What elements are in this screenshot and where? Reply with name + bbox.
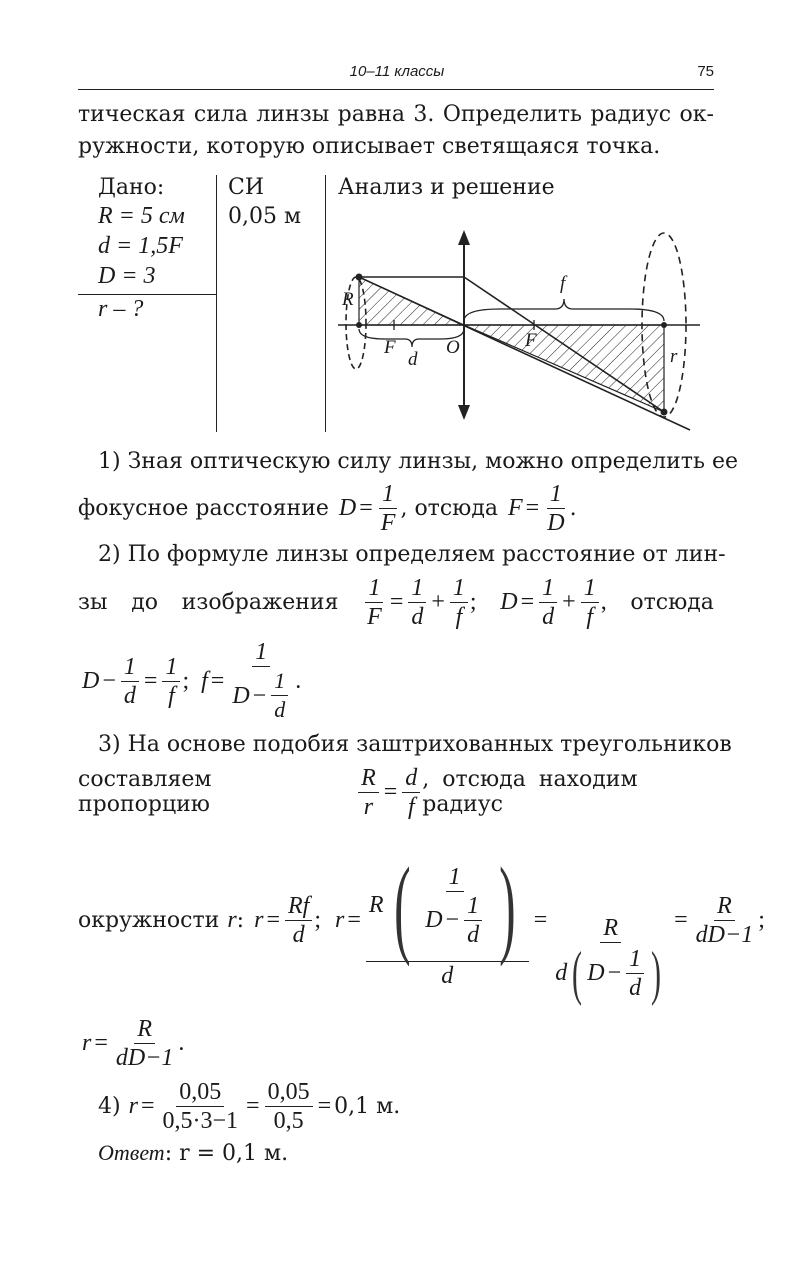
word: равна [337, 102, 405, 127]
power-equation: D = $\frac{1}{d}$ + $\frac{1}{f}$ , [500, 574, 607, 630]
table-divider-2 [325, 175, 326, 432]
step2-line3: D − $\frac{1}{d}$ = $\frac{1}{f}$ ; f = 1 D − $\frac{1}{d}$ . [82, 639, 302, 722]
step3-line2: составляем пропорцию $\frac{R}{r}$ = $\frac{d}{f}$ , отсюда находим радиус [78, 762, 714, 822]
intro-line-1 [78, 101, 714, 129]
fraction: $\frac{1}{F}$ [380, 480, 396, 536]
label-O: O [446, 337, 460, 358]
image-foot-icon [661, 322, 667, 328]
label-F-left: F [384, 337, 396, 358]
word: отсюда [630, 589, 714, 615]
text: , отсюда [400, 495, 498, 521]
lens-arrow-top-icon [458, 230, 470, 245]
step3-final: r = $\frac{R}{dD-1}$ . [82, 1015, 185, 1071]
given-D: D = 3 [98, 263, 156, 289]
table-divider-1 [216, 175, 217, 432]
step1-line1: 1) Зная оптическую силу линзы, можно определить ее [98, 449, 738, 474]
word: тическая [78, 102, 186, 127]
label-f: f [560, 273, 566, 294]
si-header: СИ [228, 175, 265, 200]
page-number: 75 [697, 63, 714, 80]
text: 4) [98, 1093, 121, 1119]
text: . [569, 495, 577, 521]
lens-equation: $\frac{1}{F}$ = $\frac{1}{d}$ + $\frac{1}{f}$ ; [367, 574, 477, 630]
image-point-icon [661, 409, 668, 416]
analysis-header: Анализ и решение [338, 175, 555, 200]
step3-line1: 3) На основе подобия заштрихованных треугольников [98, 732, 732, 757]
word: зы [78, 589, 108, 615]
word: 3. [413, 102, 435, 127]
word: сила [193, 102, 248, 127]
word: ок- [679, 102, 714, 127]
step4: 4) r = $\frac{0,05}{0,5\cdot 3-1}$ = $\frac{0,05}{0,5}$ = 0,1 м. [98, 1078, 401, 1134]
text: фокусное расстояние [78, 495, 329, 521]
lens-arrow-bottom-icon [458, 405, 470, 420]
label-r: r [670, 346, 678, 367]
label-d: d [408, 349, 418, 370]
text: , отсюда находим радиус [422, 767, 638, 817]
fraction: $\frac{1}{D}$ [547, 480, 565, 536]
unknown-r: r – ? [98, 296, 144, 322]
math-var: D [338, 494, 357, 521]
table-given-rule [78, 294, 216, 295]
label-F-right: F [525, 330, 537, 351]
running-head: 10–11 классы [349, 63, 445, 80]
intro-line-2: ружности, которую описывает светящаяся точка. [78, 134, 661, 159]
si-R: 0,05 м [228, 204, 302, 229]
text: окружности [78, 907, 220, 933]
label-R: R [342, 289, 354, 310]
step3-big-formula: окружности r : r = $\frac{Rf}{d}$ ; r = R ( 1 D − $\frac{1}{d}$ ) d = R d ( D − $\frac{1}{d}$ ) = $\frac{R}{dD-1}$ ; [78, 844, 765, 1006]
given-R: R = 5 см [98, 203, 185, 229]
math-var: F [508, 494, 523, 521]
word: изображения [181, 589, 339, 615]
word: до [131, 589, 158, 615]
result: 0,1 м. [334, 1093, 401, 1119]
header-rule [78, 89, 714, 90]
step2-line2 [78, 572, 714, 632]
answer [98, 1140, 288, 1166]
object-foot-icon [356, 322, 362, 328]
step2-line1: 2) По формуле линзы определяем расстояние от лин- [98, 542, 726, 567]
brace-f [464, 299, 664, 321]
step1-formula-line: фокусное расстояние D = $\frac{1}{F}$ , отсюда F = $\frac{1}{D}$ . [78, 480, 577, 536]
word: Определить [442, 102, 582, 127]
given-d: d = 1,5F [98, 233, 183, 259]
source-point-icon [356, 274, 363, 281]
word: линзы [256, 102, 330, 127]
lens-diagram [330, 225, 700, 435]
word: радиус [590, 102, 672, 127]
image-triangle [464, 325, 664, 412]
text: составляем пропорцию [78, 767, 212, 817]
answer-label: Ответ [98, 1140, 165, 1165]
answer-text: : r = 0,1 м. [164, 1141, 289, 1166]
given-header: Дано: [98, 175, 165, 200]
